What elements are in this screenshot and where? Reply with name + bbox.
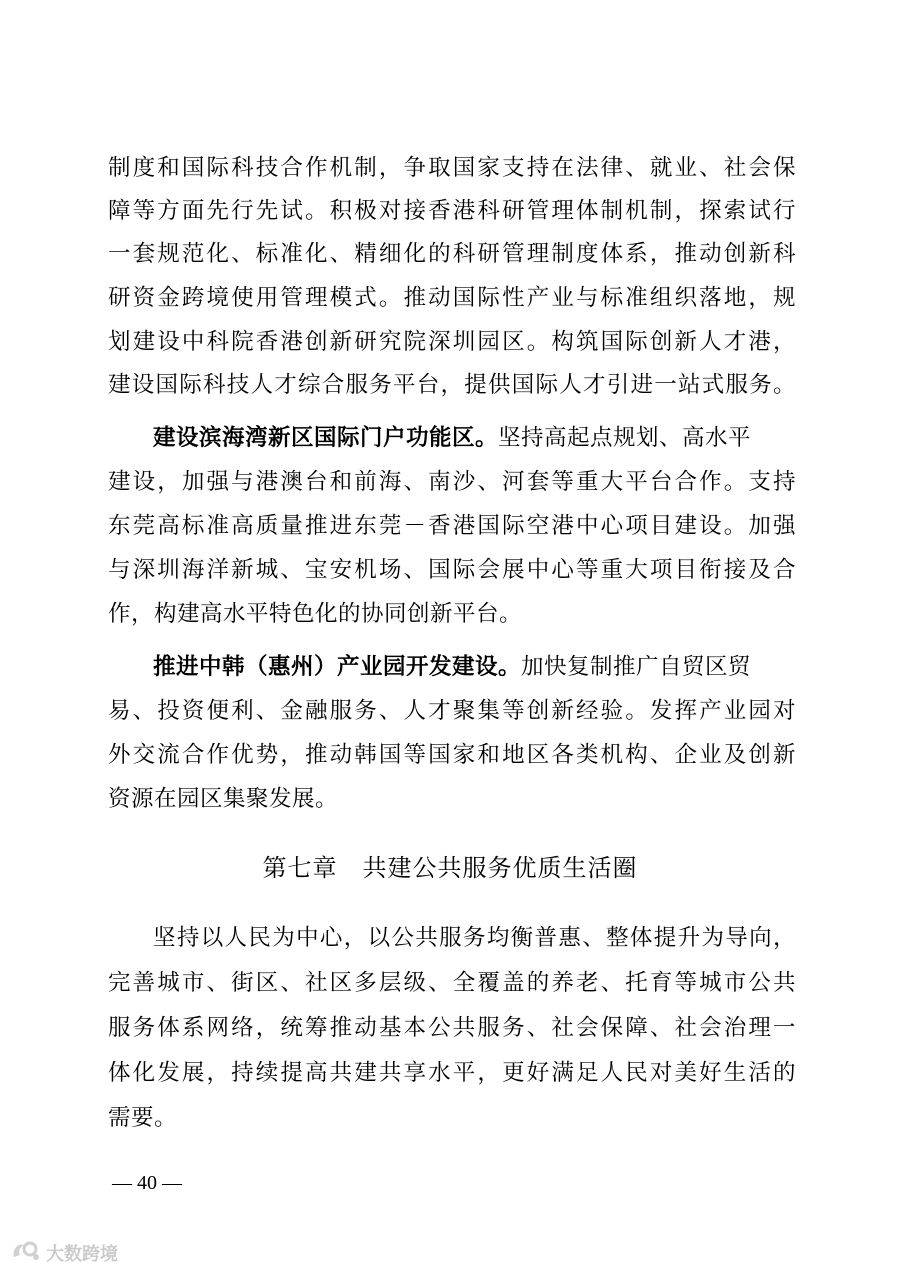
paragraph-line: 易、投资便利、金融服务、人才聚集等创新经验。发挥产业园对 <box>108 698 796 724</box>
paragraph-line: 建设，加强与港澳台和前海、南沙、河套等重大平台合作。支持 <box>108 469 796 495</box>
paragraph-line: 完善城市、街区、社区多层级、全覆盖的养老、托育等城市公共 <box>108 970 796 996</box>
watermark-text: 大数跨境 <box>46 1244 118 1265</box>
paragraph-line: 划建设中科院香港创新研究院深圳园区。构筑国际创新人才港， <box>108 329 796 355</box>
logo-icon <box>10 1239 40 1268</box>
paragraph-text: 坚持高起点规划、高水平 <box>498 425 752 451</box>
section-title: 推进中韩（惠州）产业园开发建设。 <box>153 654 522 680</box>
paragraph-line: 东莞高标准高质量推进东莞－香港国际空港中心项目建设。加强 <box>108 513 796 539</box>
section-title: 建设滨海湾新区国际门户功能区。 <box>153 425 499 451</box>
paragraph-line: 制度和国际科技合作机制，争取国家支持在法律、就业、社会保 <box>108 155 796 181</box>
paragraph-line: 建设国际科技人才综合服务平台，提供国际人才引进一站式服务。 <box>108 372 796 398</box>
chapter-heading: 第七章 共建公共服务优质生活圈 <box>262 854 638 882</box>
paragraph-line: 外交流合作优势，推动韩国等国家和地区各类机构、企业及创新 <box>108 742 796 768</box>
paragraph-line: 体化发展，持续提高共建共享水平，更好满足人民对美好生活的 <box>108 1060 796 1086</box>
paragraph-text: 加快复制推广自贸区贸 <box>521 654 752 680</box>
paragraph-first-line: 坚持以人民为中心，以公共服务均衡普惠、整体提升为导向， <box>153 925 796 951</box>
paragraph-line: 需要。 <box>108 1105 178 1131</box>
paragraph-line: 服务体系网络，统筹推动基本公共服务、社会保障、社会治理一 <box>108 1015 796 1041</box>
watermark <box>10 1238 118 1268</box>
paragraph-first-line <box>153 647 796 687</box>
page-number: — 40 — <box>112 1172 182 1194</box>
paragraph-line: 资源在园区集聚发展。 <box>108 786 339 812</box>
paragraph-line: 与深圳海洋新城、宝安机场、国际会展中心等重大项目衔接及合 <box>108 557 796 583</box>
paragraph-line: 研资金跨境使用管理模式。推动国际性产业与标准组织落地，规 <box>108 285 796 311</box>
paragraph-line: 作，构建高水平特色化的协同创新平台。 <box>108 601 523 627</box>
paragraph-line: 障等方面先行先试。积极对接香港科研管理体制机制，探索试行 <box>108 198 796 224</box>
paragraph-first-line <box>153 418 796 458</box>
paragraph-line: 一套规范化、标准化、精细化的科研管理制度体系，推动创新科 <box>108 241 796 267</box>
